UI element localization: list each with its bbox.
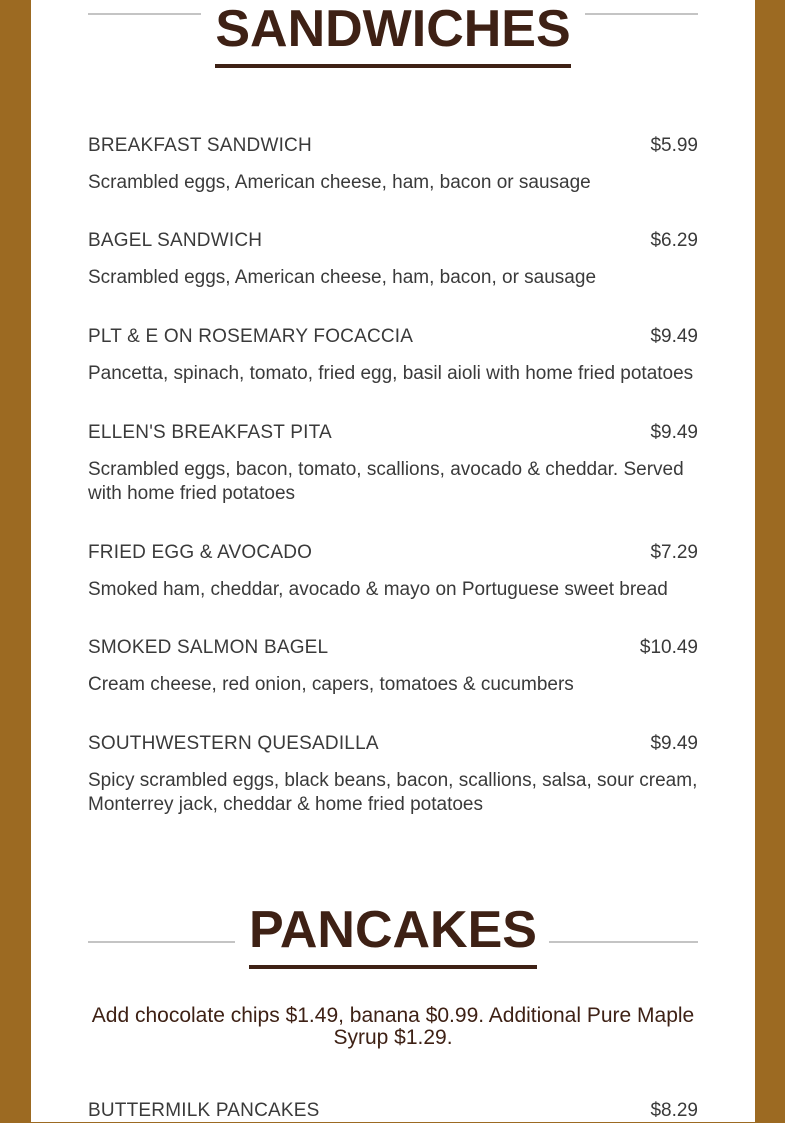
item-description: Pancetta, spinach, tomato, fried egg, basil aioli with home fried potatoes [88, 363, 694, 384]
menu-item [88, 1099, 698, 1123]
menu-item [88, 541, 698, 602]
item-description: Scrambled eggs, American cheese, ham, bacon, or sausage [88, 267, 597, 288]
menu-item [88, 636, 698, 697]
item-price: $8.29 [650, 1100, 698, 1121]
item-description: Scrambled eggs, American cheese, ham, bacon or sausage [88, 172, 591, 193]
pancakes-header [88, 900, 698, 975]
item-price: $5.99 [650, 135, 698, 156]
item-price: $9.49 [650, 733, 698, 754]
item-description: Smoked ham, cheddar, avocado & mayo on Portuguese sweet bread [88, 579, 668, 600]
item-name: SOUTHWESTERN QUESADILLA [88, 733, 379, 754]
item-name: BAGEL SANDWICH [88, 230, 263, 251]
pancakes-addon-note: Add chocolate chips $1.49, banana $0.99. Additional Pure Maple Syrup $1.29. [91, 1004, 695, 1049]
item-price: $6.29 [650, 230, 698, 251]
sandwiches-header [88, 0, 698, 75]
menu-item [88, 325, 698, 386]
menu-item [88, 732, 698, 817]
item-name: SMOKED SALMON BAGEL [88, 637, 329, 658]
menu-page [31, 0, 755, 1122]
item-name: FRIED EGG & AVOCADO [88, 542, 313, 563]
item-description: Spicy scrambled eggs, black beans, bacon, scallions, salsa, sour cream, Monterrey jack, cheddar & home fried potatoes [88, 770, 698, 815]
item-description: Cream cheese, red onion, capers, tomatoes & cucumbers [88, 674, 574, 695]
menu-item [88, 229, 698, 290]
item-price: $9.49 [650, 326, 698, 347]
item-description: Scrambled eggs, bacon, tomato, scallions, avocado & cheddar. Served with home fried potatoes [88, 459, 684, 504]
section-title-sandwiches: SANDWICHES [88, 3, 698, 68]
item-price: $7.29 [650, 542, 698, 563]
menu-item [88, 421, 698, 506]
item-name: PLT & E ON ROSEMARY FOCACCIA [88, 326, 414, 347]
item-name: BREAKFAST SANDWICH [88, 135, 312, 156]
item-name: ELLEN'S BREAKFAST PITA [88, 422, 332, 443]
section-title-pancakes: PANCAKES [88, 904, 698, 969]
menu-item [88, 134, 698, 195]
item-price: $9.49 [650, 422, 698, 443]
item-name: BUTTERMILK PANCAKES [88, 1100, 320, 1121]
item-price: $10.49 [639, 637, 698, 658]
